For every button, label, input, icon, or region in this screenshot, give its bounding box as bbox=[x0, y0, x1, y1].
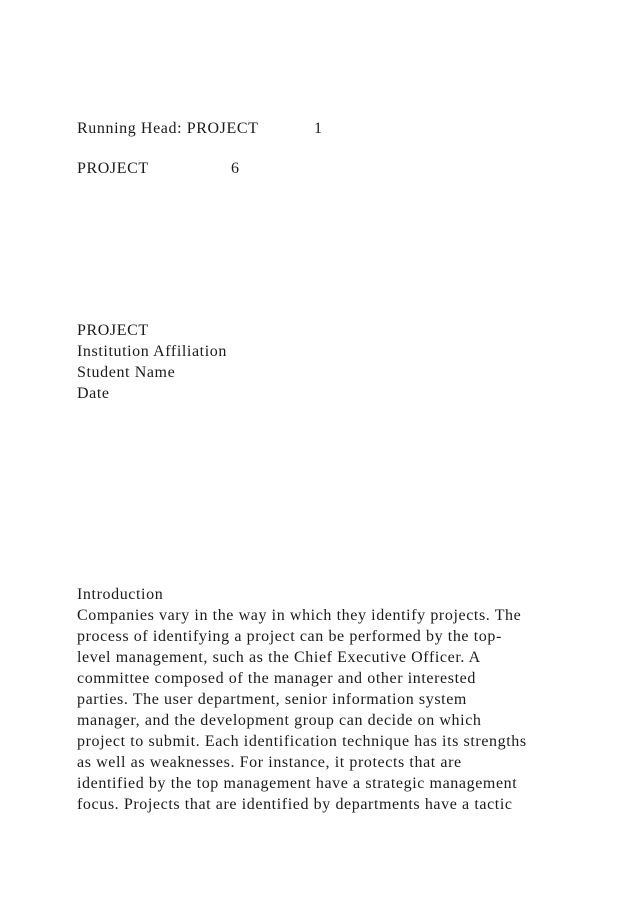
paper-date: Date bbox=[77, 385, 110, 402]
body-line: as well as weaknesses. For instance, it protects that are bbox=[77, 754, 462, 771]
short-head-page-number: 6 bbox=[231, 160, 240, 177]
body-section bbox=[77, 584, 527, 815]
paper-title: PROJECT bbox=[77, 322, 149, 339]
institution-affiliation: Institution Affiliation bbox=[77, 343, 227, 360]
title-block bbox=[77, 320, 227, 404]
body-line: Companies vary in the way in which they identify projects. The bbox=[77, 607, 522, 624]
student-name: Student Name bbox=[77, 364, 176, 381]
short-head: PROJECT bbox=[77, 160, 149, 177]
body-line: project to submit. Each identification technique has its strengths bbox=[77, 733, 527, 750]
body-line: identified by the top management have a strategic management bbox=[77, 775, 518, 792]
body-line: parties. The user department, senior information system bbox=[77, 691, 467, 708]
running-head: Running Head: PROJECT bbox=[77, 120, 259, 137]
body-line: focus. Projects that are identified by departments have a tactic bbox=[77, 796, 513, 813]
body-line: committee composed of the manager and other interested bbox=[77, 670, 476, 687]
body-line: manager, and the development group can decide on which bbox=[77, 712, 482, 729]
body-line: process of identifying a project can be performed by the top- bbox=[77, 628, 502, 645]
section-heading: Introduction bbox=[77, 586, 164, 603]
body-line: level management, such as the Chief Executive Officer. A bbox=[77, 649, 481, 666]
running-head-page-number: 1 bbox=[314, 120, 323, 137]
